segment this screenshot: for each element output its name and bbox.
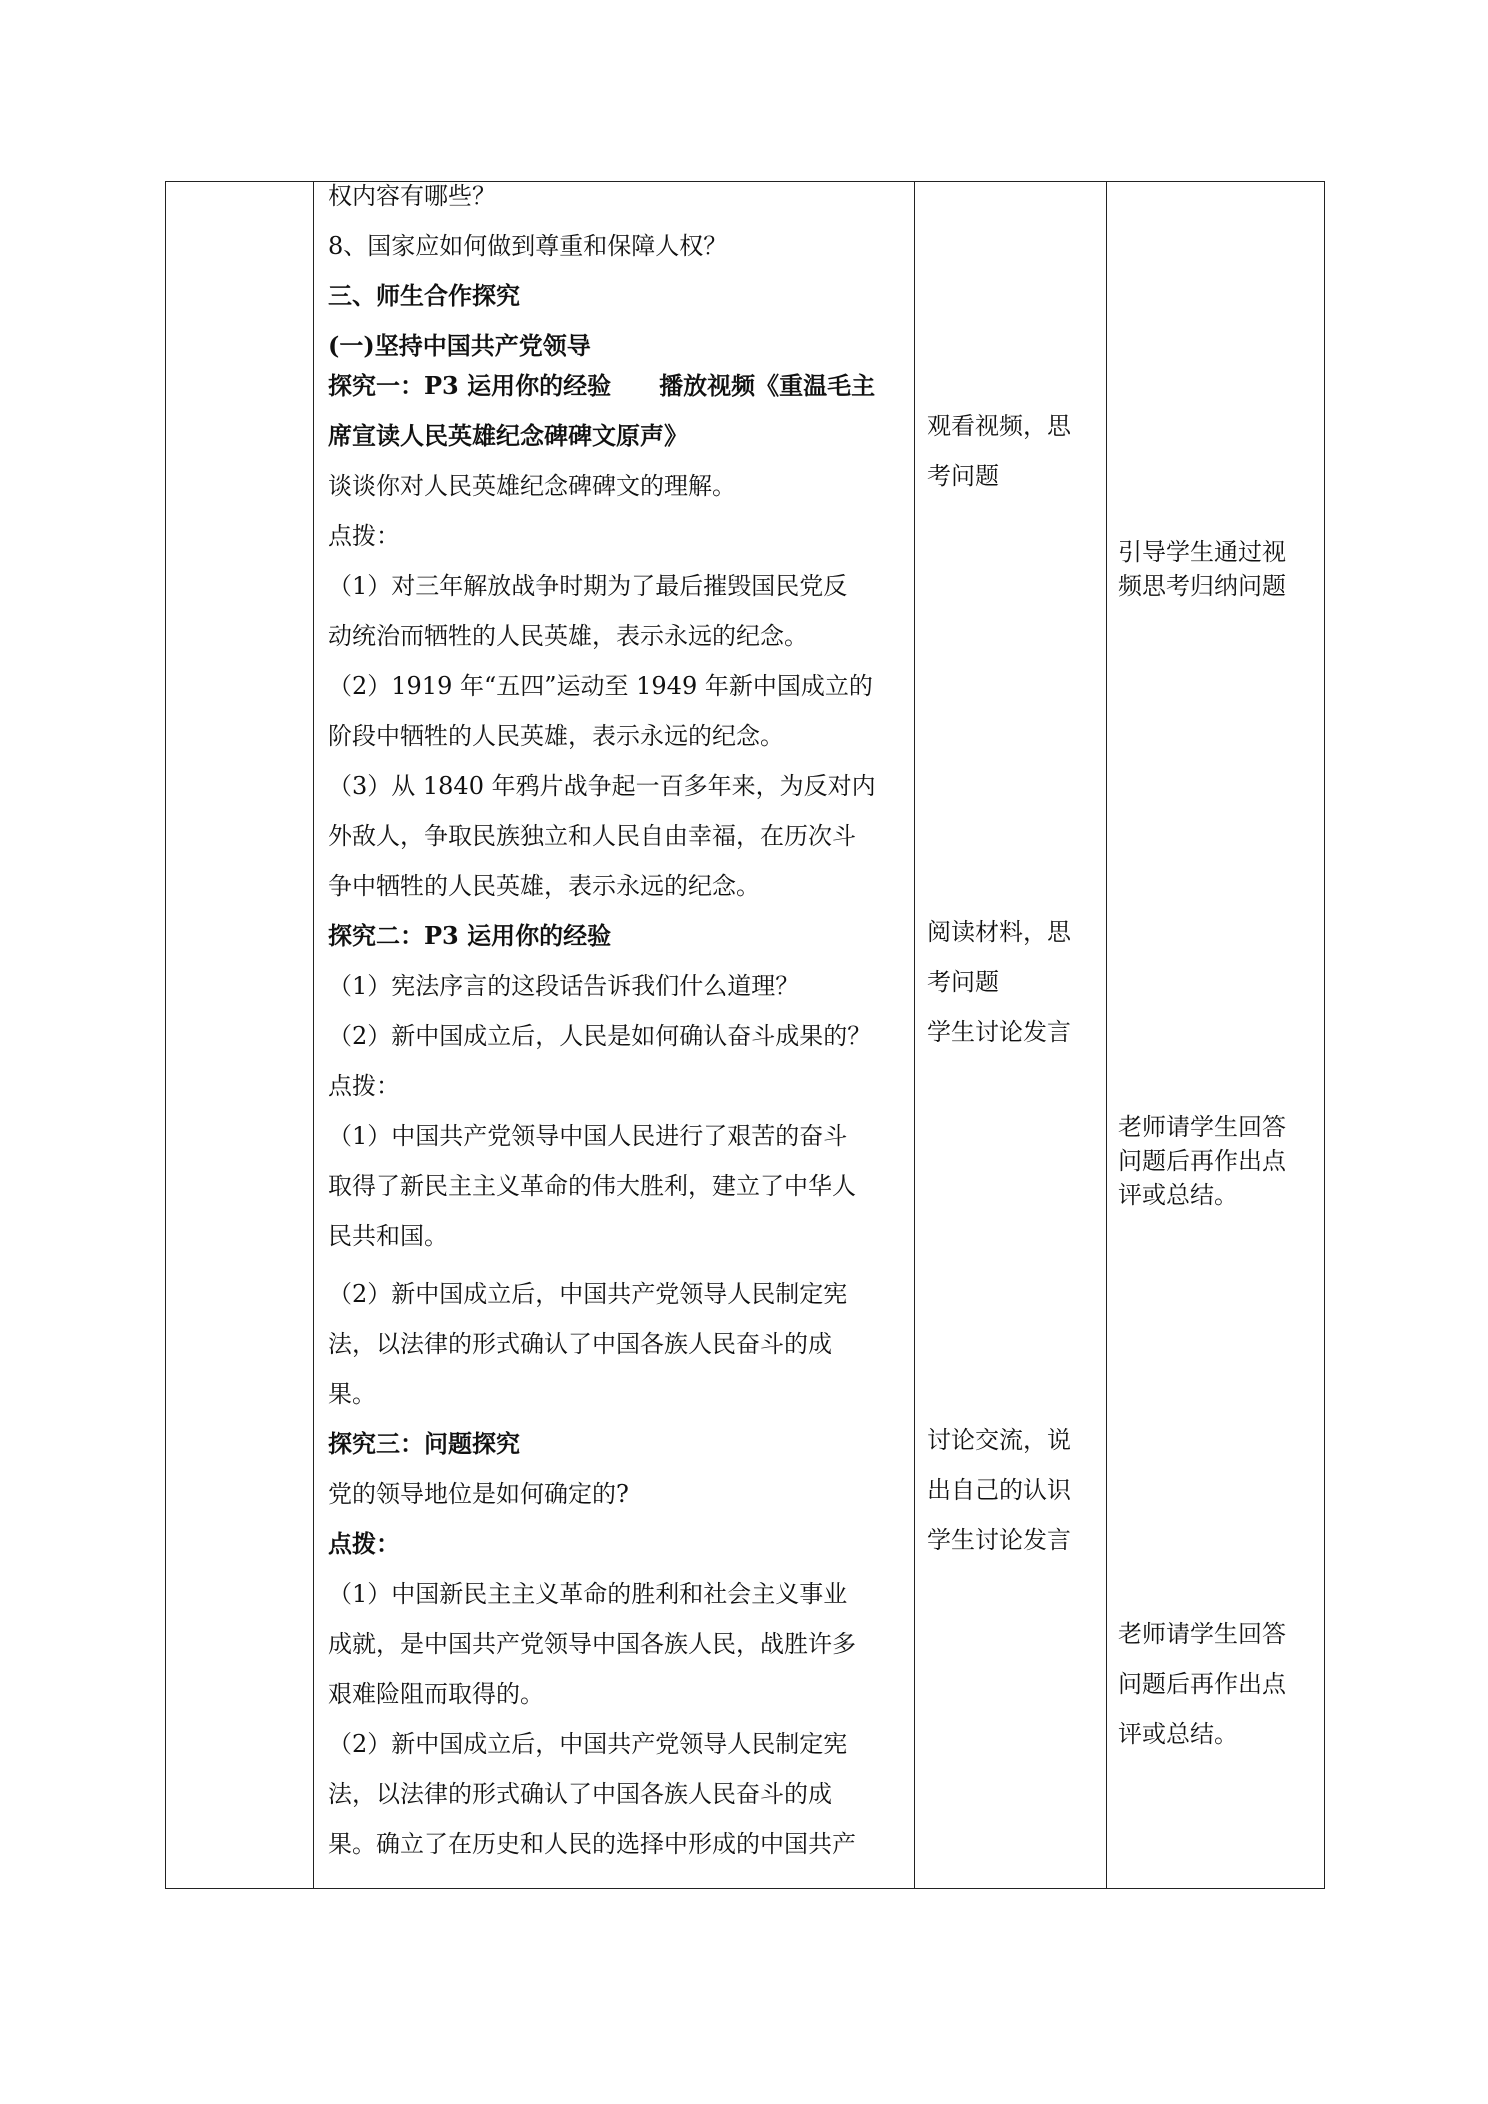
subsection-heading: (一)坚持中国共产党领导 (328, 331, 591, 360)
student-activity-text: 讨论交流，说 (927, 1426, 1071, 1454)
text-line: 成就，是中国共产党领导中国各族人民，战胜许多 (328, 1630, 856, 1658)
text-line: 8、国家应如何做到尊重和保障人权？ (328, 232, 728, 260)
text-line: （3）从 1840 年鸦片战争起一百多年来，为反对内 (328, 772, 876, 800)
design-intent-text: 问题后再作出点 (1118, 1147, 1286, 1175)
table-bottom-border (165, 1888, 1325, 1889)
design-intent-text: 评或总结。 (1118, 1720, 1238, 1748)
exploration-heading: 探究三：问题探究 (328, 1429, 520, 1458)
text-line: 外敌人，争取民族独立和人民自由幸福，在历次斗 (328, 822, 856, 850)
text-line: 艰难险阻而取得的。 (328, 1680, 544, 1708)
student-activity-text: 阅读材料，思 (927, 918, 1071, 946)
text-line: （1）宪法序言的这段话告诉我们什么道理？ (328, 972, 800, 1000)
text-line: （1）中国共产党领导中国人民进行了艰苦的奋斗 (328, 1122, 848, 1150)
text-line: 果。确立了在历史和人民的选择中形成的中国共产 (328, 1830, 856, 1858)
text-line: 点拨： (328, 1529, 400, 1558)
text-line: （2）新中国成立后，中国共产党领导人民制定宪 (328, 1730, 848, 1758)
text-line: 权内容有哪些？ (328, 182, 496, 210)
design-intent-text: 老师请学生回答 (1118, 1113, 1286, 1141)
column-divider-1 (313, 181, 314, 1889)
student-activity-text: 学生讨论发言 (927, 1018, 1071, 1046)
text-line: 阶段中牺牲的人民英雄，表示永远的纪念。 (328, 722, 784, 750)
table-right-border (1324, 181, 1325, 1889)
text-line: 争中牺牲的人民英雄，表示永远的纪念。 (328, 872, 760, 900)
design-intent-text: 问题后再作出点 (1118, 1670, 1286, 1698)
design-intent-text: 引导学生通过视 (1118, 538, 1286, 566)
text-line: （1）中国新民主主义革命的胜利和社会主义事业 (328, 1580, 848, 1608)
text-line: 点拨： (328, 1072, 400, 1100)
column-divider-2 (914, 181, 915, 1889)
student-activity-text: 出自己的认识 (927, 1476, 1071, 1504)
design-intent-text: 评或总结。 (1118, 1181, 1238, 1209)
text-line: 动统治而牺牲的人民英雄，表示永远的纪念。 (328, 622, 808, 650)
text-line: 法，以法律的形式确认了中国各族人民奋斗的成 (328, 1780, 832, 1808)
student-activity-text: 观看视频，思 (927, 412, 1071, 440)
text-line: 党的领导地位是如何确定的? (328, 1480, 629, 1508)
text-line: 民共和国。 (328, 1222, 448, 1250)
student-activity-text: 学生讨论发言 (927, 1526, 1071, 1554)
text-line: 果。 (328, 1380, 376, 1408)
text-line: 点拨： (328, 522, 400, 550)
text-line: 取得了新民主主义革命的伟大胜利，建立了中华人 (328, 1172, 856, 1200)
student-activity-text: 考问题 (927, 968, 999, 996)
student-activity-text: 考问题 (927, 462, 999, 490)
column-divider-3 (1106, 181, 1107, 1889)
exploration-heading: 探究二：P3 运用你的经验 (328, 921, 612, 950)
design-intent-text: 老师请学生回答 (1118, 1620, 1286, 1648)
text-line: 法，以法律的形式确认了中国各族人民奋斗的成 (328, 1330, 832, 1358)
design-intent-text: 频思考归纳问题 (1118, 572, 1286, 600)
text-line: 谈谈你对人民英雄纪念碑碑文的理解。 (328, 472, 736, 500)
text-line: （2）新中国成立后，中国共产党领导人民制定宪 (328, 1280, 848, 1308)
exploration-heading: 探究一：P3 运用你的经验 播放视频《重温毛主 (328, 371, 876, 400)
text-line: （2）新中国成立后，人民是如何确认奋斗成果的？ (328, 1022, 872, 1050)
text-line: （2）1919 年“五四”运动至 1949 年新中国成立的 (328, 672, 873, 700)
section-heading: 三、师生合作探究 (328, 281, 520, 310)
table-left-border (165, 181, 166, 1889)
exploration-heading: 席宣读人民英雄纪念碑碑文原声》 (328, 421, 688, 450)
text-line: （1）对三年解放战争时期为了最后摧毁国民党反 (328, 572, 848, 600)
